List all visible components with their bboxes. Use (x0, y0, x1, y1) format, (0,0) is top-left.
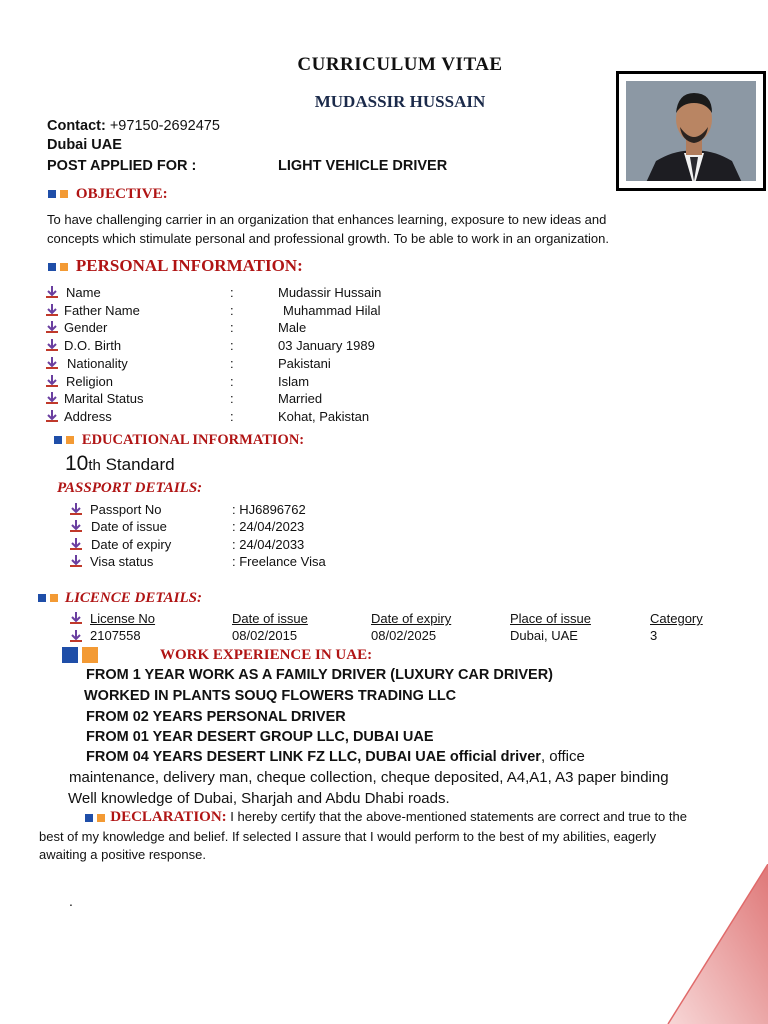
education-heading-wrap (54, 431, 304, 449)
personal-sep: : (230, 391, 234, 406)
passport-value: : Freelance Visa (232, 554, 326, 569)
decorative-corner-shape (588, 864, 768, 1024)
personal-value: Male (278, 320, 307, 335)
personal-sep: : (230, 338, 234, 353)
square-bullet-icon (82, 647, 98, 663)
footer-dot: . (69, 893, 73, 909)
passport-row (70, 502, 370, 520)
work-line-5-rest: , office (540, 748, 585, 765)
work-heading: WORK EXPERIENCE IN UAE: (160, 647, 373, 663)
personal-heading: PERSONAL INFORMATION: (75, 256, 303, 275)
personal-label: Father Name (64, 303, 140, 318)
arrow-bullet-icon (70, 555, 82, 567)
work-line-3: FROM 02 YEARS PERSONAL DRIVER (86, 709, 346, 725)
declaration-heading: DECLARATION: (110, 809, 227, 825)
arrow-bullet-icon (46, 304, 58, 316)
square-bullet-icon (48, 263, 56, 271)
passport-label: Date of issue (91, 519, 167, 534)
photo-portrait (626, 81, 756, 181)
square-bullet-icon (97, 814, 105, 822)
licence-heading: LICENCE DETAILS: (64, 590, 203, 606)
square-bullet-icon (38, 594, 46, 602)
education-level-suffix: th (88, 457, 101, 474)
personal-label: Religion (66, 374, 113, 389)
objective-line-2: concepts which stimulate personal and professional growth. To be able to work in an organization. (47, 231, 609, 246)
personal-value: 03 January 1989 (278, 338, 375, 353)
licence-value-place: Dubai, UAE (510, 628, 578, 643)
personal-row-father-name (46, 303, 446, 321)
licence-value-license-no: 2107558 (90, 628, 141, 643)
passport-row (70, 554, 370, 572)
personal-sep: : (230, 285, 234, 300)
square-bullet-icon (66, 436, 74, 444)
personal-row-nationality (46, 356, 446, 374)
arrow-bullet-icon (70, 612, 82, 624)
personal-row-name (46, 285, 446, 303)
location: Dubai UAE (47, 137, 122, 153)
personal-value: Pakistani (278, 356, 331, 371)
passport-row (70, 537, 370, 555)
passport-label: Date of expiry (91, 537, 172, 552)
personal-sep: : (230, 409, 234, 424)
declaration-line-2: best of my knowledge and belief. If selected I assure that I would perform to the best of my abilities, eagerly (39, 829, 657, 844)
education-level-text: Standard (100, 455, 175, 474)
passport-value: : 24/04/2023 (232, 519, 305, 534)
licence-value-date-issue: 08/02/2015 (232, 628, 298, 643)
passport-value: : HJ6896762 (232, 502, 306, 517)
personal-row-dob (46, 338, 446, 356)
work-line-6: maintenance, delivery man, cheque collection, cheque deposited, A4,A1, A3 paper binding (69, 769, 669, 786)
education-heading: EDUCATIONAL INFORMATION: (81, 432, 305, 448)
square-bullet-icon (60, 190, 68, 198)
post-label: POST APPLIED FOR : (47, 158, 197, 174)
post-value: LIGHT VEHICLE DRIVER (278, 158, 448, 174)
declaration-text-1: I hereby certify that the above-mentioned statements are correct and true to the (226, 809, 687, 824)
personal-sep: : (230, 303, 234, 318)
passport-row (70, 519, 370, 537)
passport-value: : 24/04/2033 (232, 537, 305, 552)
licence-value-category: 3 (650, 628, 658, 643)
licence-header-date-issue: Date of issue (232, 611, 308, 626)
personal-value: Muhammad Hilal (283, 303, 381, 318)
square-bullet-icon (60, 263, 68, 271)
personal-label: Name (66, 285, 101, 300)
arrow-bullet-icon (70, 520, 82, 532)
personal-label: Nationality (67, 356, 128, 371)
passport-label: Visa status (90, 554, 154, 569)
personal-row-address (46, 409, 446, 427)
personal-row-gender (46, 320, 446, 338)
work-line-4: FROM 01 YEAR DESERT GROUP LLC, DUBAI UAE (86, 729, 434, 745)
work-line-5 (86, 748, 585, 765)
personal-label: D.O. Birth (64, 338, 122, 353)
objective-line-1: To have challenging carrier in an organization that enhances learning, exposure to new ideas and (47, 212, 607, 227)
candidate-name: MUDASSIR HUSSAIN (314, 92, 486, 111)
licence-header-date-expiry: Date of expiry (371, 611, 452, 626)
personal-sep: : (230, 356, 234, 371)
arrow-bullet-icon (46, 392, 58, 404)
personal-label: Address (64, 409, 112, 424)
contact-line (47, 118, 220, 134)
square-bullet-icon (50, 594, 58, 602)
work-line-2: WORKED IN PLANTS SOUQ FLOWERS TRADING LLC (84, 688, 457, 704)
declaration-line-1 (85, 809, 755, 826)
arrow-bullet-icon (46, 357, 58, 369)
work-line-1: FROM 1 YEAR WORK AS A FAMILY DRIVER (LUXURY CAR DRIVER) (86, 667, 553, 683)
personal-sep: : (230, 374, 234, 389)
personal-value: Married (278, 391, 323, 406)
arrow-bullet-icon (46, 410, 58, 422)
objective-heading: OBJECTIVE: (75, 186, 168, 202)
objective-heading-wrap (48, 185, 168, 203)
declaration-line-3: awaiting a positive response. (39, 847, 206, 862)
arrow-bullet-icon (46, 321, 58, 333)
square-bullet-icon (48, 190, 56, 198)
personal-label: Gender (64, 320, 108, 335)
licence-header-place: Place of issue (510, 611, 591, 626)
licence-header-category: Category (650, 611, 703, 626)
cv-title: CURRICULUM VITAE (297, 54, 503, 75)
arrow-bullet-icon (46, 286, 58, 298)
personal-value: Kohat, Pakistan (278, 409, 370, 424)
personal-value: Mudassir Hussain (278, 285, 382, 300)
education-level (65, 452, 175, 476)
arrow-bullet-icon (46, 375, 58, 387)
personal-sep: : (230, 320, 234, 335)
passport-heading: PASSPORT DETAILS: (57, 480, 203, 496)
square-bullet-icon (85, 814, 93, 822)
contact-value: +97150-2692475 (109, 118, 220, 134)
arrow-bullet-icon (70, 630, 82, 642)
work-line-5-bold: FROM 04 YEARS DESERT LINK FZ LLC, DUBAI UAE official driver (86, 749, 541, 765)
square-bullet-icon (62, 647, 78, 663)
licence-header-license-no: License No (90, 611, 156, 626)
contact-label: Contact: (47, 118, 106, 134)
square-bullet-icon (54, 436, 62, 444)
personal-heading-wrap (48, 256, 303, 276)
licence-value-date-expiry: 08/02/2025 (371, 628, 437, 643)
profile-photo (616, 71, 766, 191)
arrow-bullet-icon (46, 339, 58, 351)
arrow-bullet-icon (70, 538, 82, 550)
arrow-bullet-icon (70, 503, 82, 515)
work-line-7: Well knowledge of Dubai, Sharjah and Abdu Dhabi roads. (68, 790, 450, 807)
personal-label: Marital Status (64, 391, 144, 406)
licence-heading-wrap (38, 589, 202, 607)
personal-row-religion (46, 374, 446, 392)
personal-value: Islam (278, 374, 310, 389)
passport-label: Passport No (90, 502, 162, 517)
personal-row-marital-status (46, 391, 446, 409)
education-level-num: 10 (65, 452, 89, 475)
